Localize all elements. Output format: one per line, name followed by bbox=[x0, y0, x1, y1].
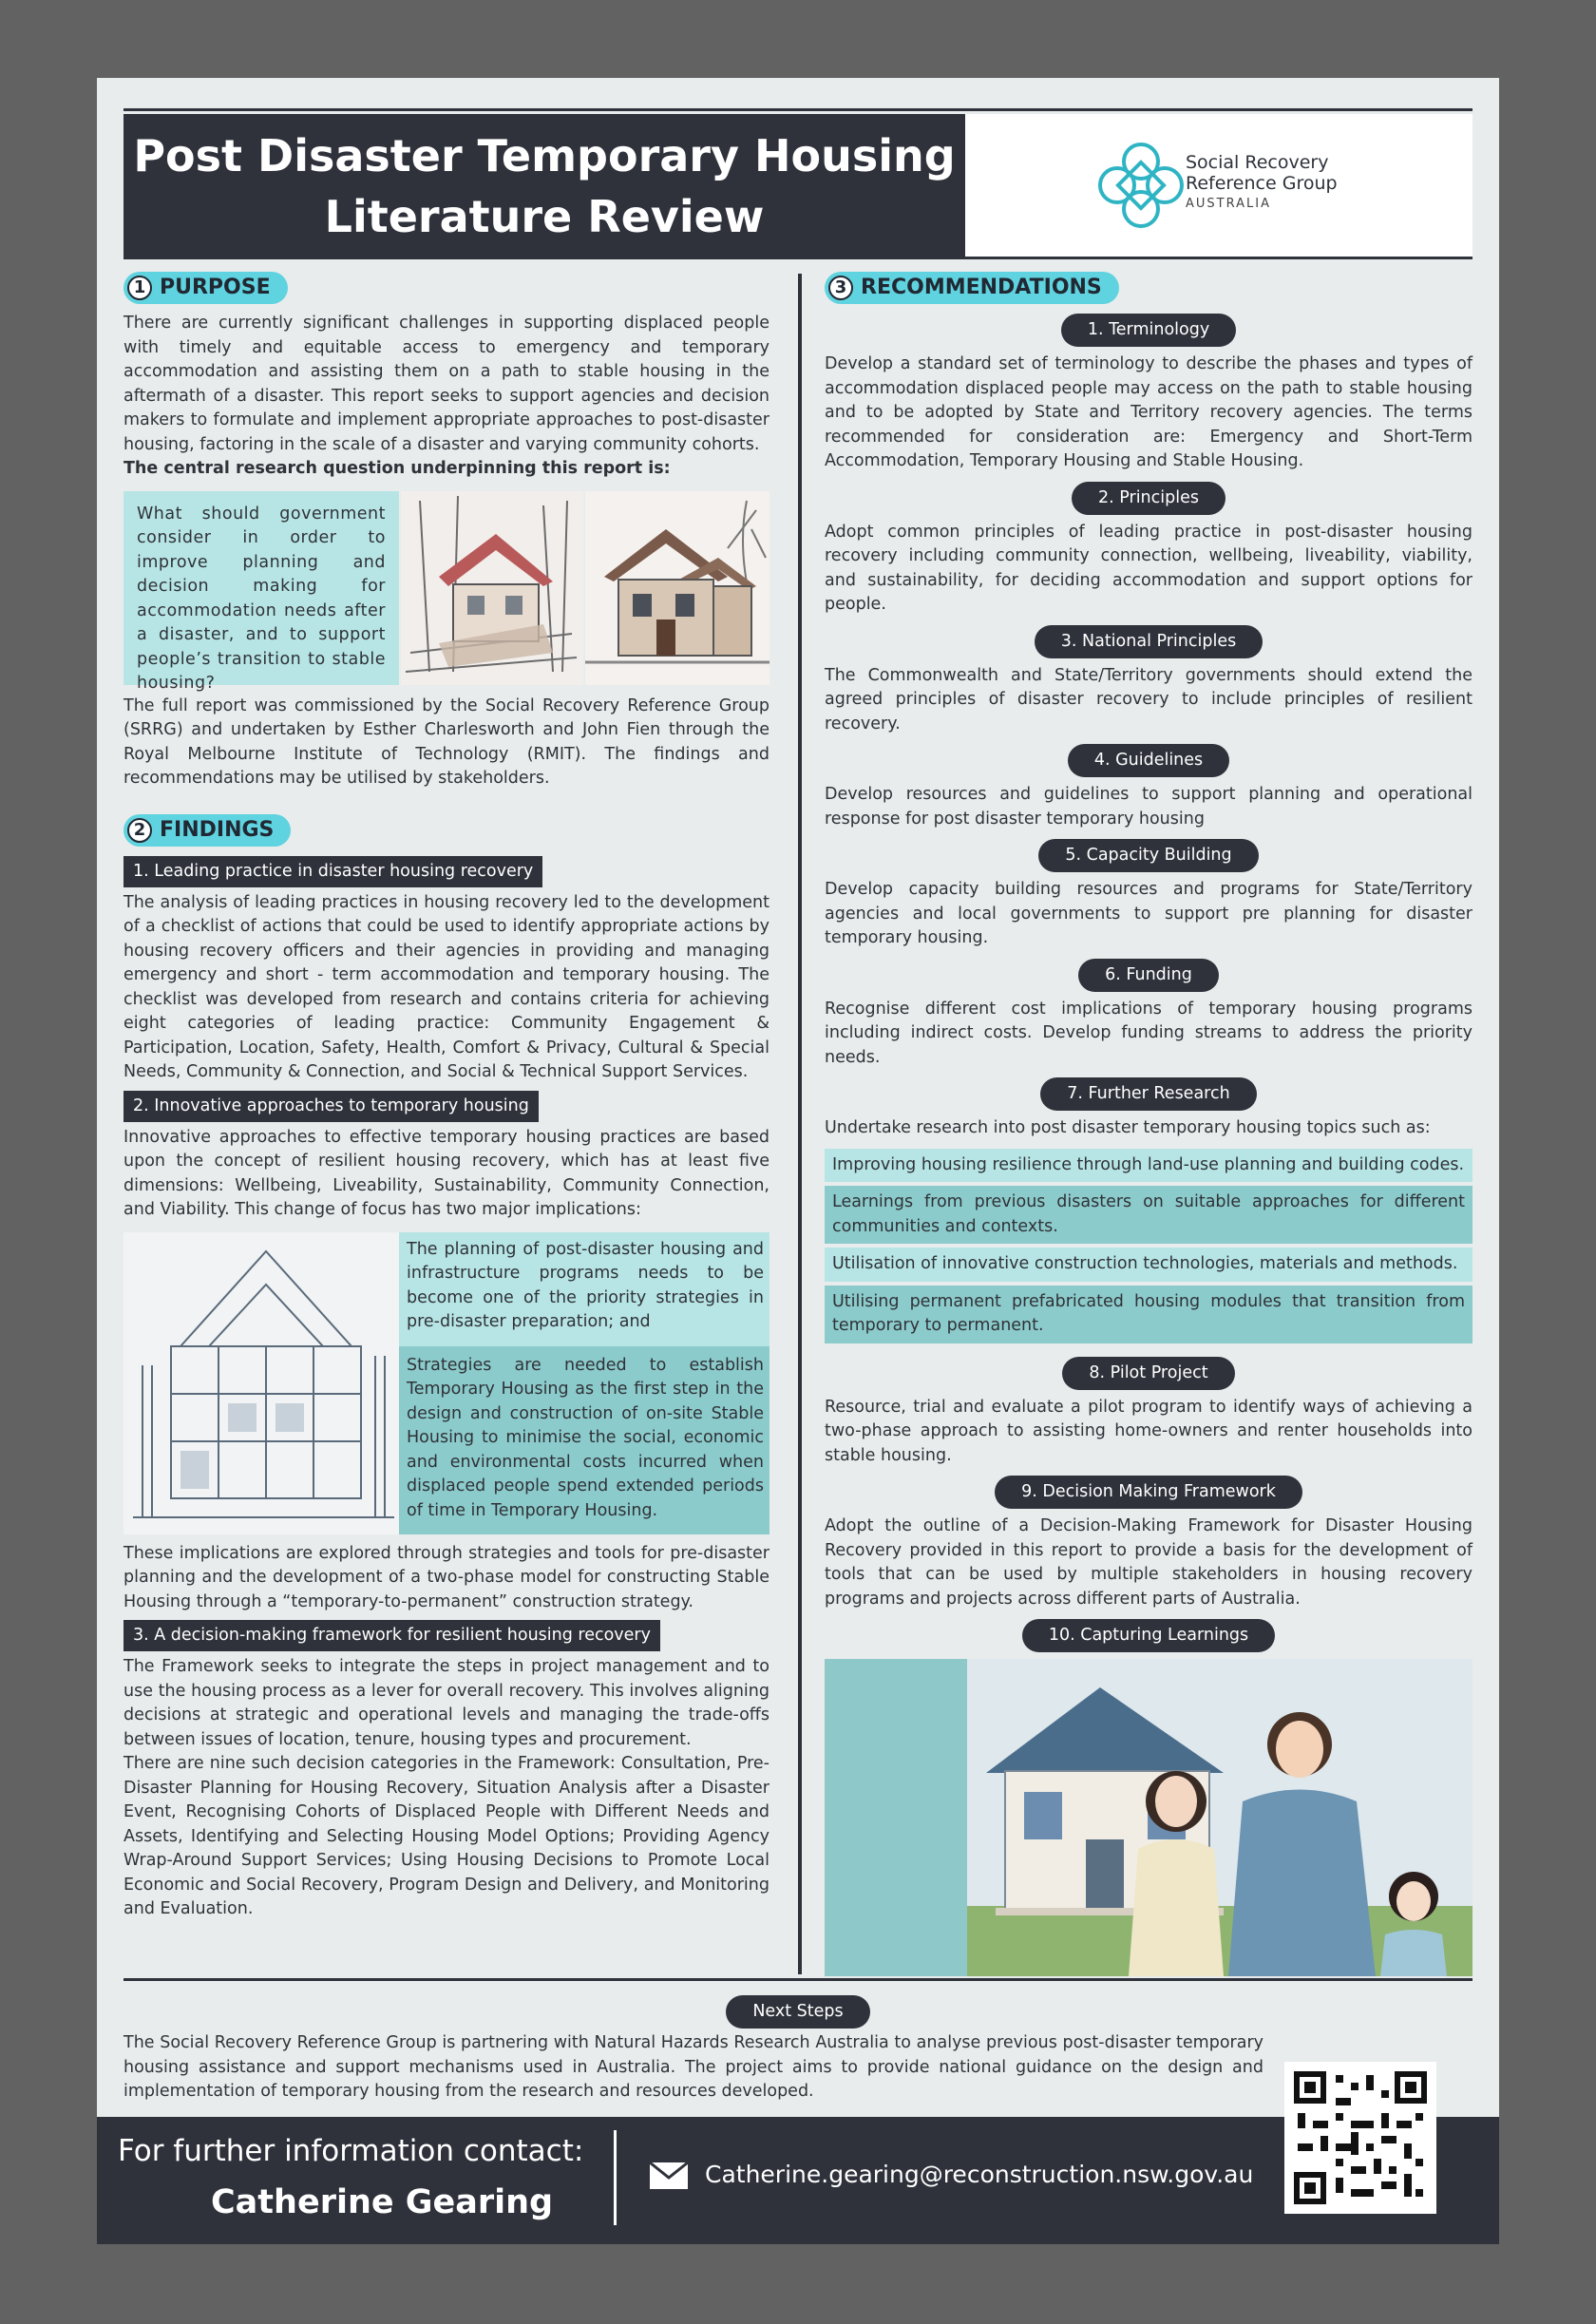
contact-name: Catherine Gearing bbox=[211, 2183, 554, 2221]
title-line-1: Post Disaster Temporary Housing bbox=[133, 130, 956, 181]
finding-2-text: Innovative approaches to effective temporary housing practices are based upon the concept of resilient housing recovery, which has at least five dimensions: Wellbeing, Liveability, Sustainability, Community Connection, and Viability. This change of focus has two major implications: bbox=[124, 1127, 770, 1219]
logo-line-3: AUSTRALIA bbox=[1186, 197, 1271, 211]
rec-9-text: Adopt the outline of a Decision-Making Framework for Disaster Housing Recovery provided in this report to provide a basis for the development of tools that can be used by multiple stakeholders in housing recovery programs and projects across different parts of Australia. bbox=[825, 1516, 1472, 1609]
finding-3-text: The Framework seeks to integrate the steps in project management and to use the housing process as a lever for overall recovery. This involves aligning decisions at strategic and operational levels and managing the trade-offs between issues of location, tenure, housing types and procurement. bbox=[124, 1657, 770, 1749]
header-rule-bottom bbox=[124, 257, 1472, 259]
rec-8-label: 8. Pilot Project bbox=[1062, 1357, 1234, 1390]
next-steps-rule bbox=[124, 1978, 1472, 1981]
finding-2-summary: These implications are explored through strategies and tools for pre-disaster planning and the development of a two-phase model for constructing Stable Housing through a “temporary-to-permanent” construction strategy. bbox=[124, 1543, 770, 1611]
rec-4-text: Develop resources and guidelines to support planning and operational response for post disaster temporary housing bbox=[825, 785, 1472, 829]
rec-2-label: 2. Principles bbox=[1072, 482, 1226, 515]
implication-1: The planning of post-disaster housing and infrastructure programs needs to be become one of the priority strategies in pre-disaster preparation; and bbox=[399, 1232, 770, 1346]
recommendations-heading bbox=[825, 272, 1119, 304]
logo-line-1: Social Recovery bbox=[1186, 152, 1329, 173]
header-rule bbox=[124, 108, 1472, 111]
research-question-block bbox=[124, 491, 770, 693]
research-topic: Utilising permanent prefabricated housing modules that transition from temporary to permanent. bbox=[825, 1286, 1472, 1343]
restored-house-illustration bbox=[585, 491, 770, 685]
research-question: What should government consider in order to improve planning and decision making for accommodation needs after a disaster, and to support people’s transition to stable housing? bbox=[124, 491, 399, 685]
srrg-logo bbox=[965, 114, 1472, 257]
next-steps-text: The Social Recovery Reference Group is partnering with Natural Hazards Research Australia to analyse previous post-disaster temporary housing assistance and support mechanisms used in Australia. The project aims to provide national guidance on the design and implementation of temporary housing from the research and resources developed. bbox=[124, 2033, 1264, 2101]
rec-6-label: 6. Funding bbox=[1078, 959, 1219, 992]
rec-3-label: 3. National Principles bbox=[1035, 625, 1263, 658]
qr-code[interactable] bbox=[1284, 2062, 1436, 2214]
finding-1-text: The analysis of leading practices in housing recovery led to the development of a checklist of actions that could be used to identify appropriate actions by housing recovery officers and their agencies in providing and managing emergency and short - term accommodation and temporary housing. The checklist was developed from research and contains criteria for achieving eight categories of leading practice: Community Engagement & Participation, Location, Safety, Health, Comfort & Privacy, Cultural & Special Needs, Community & Connection, and Social & Technical Support Services. bbox=[124, 892, 770, 1081]
finding-2-label: 2. Innovative approaches to temporary housing bbox=[124, 1091, 539, 1122]
rec-7-text: Undertake research into post disaster temporary housing topics such as: bbox=[825, 1118, 1431, 1137]
rec-5-text: Develop capacity building resources and programs for State/Territory agencies and local governments to support pre planning for disaster temporary housing. bbox=[825, 880, 1472, 947]
next-steps-label: Next Steps bbox=[726, 1995, 869, 2029]
footer-divider bbox=[614, 2130, 617, 2225]
research-question-label: The central research question underpinning this report is: bbox=[124, 459, 671, 478]
finding-3-categories: There are nine such decision categories in the Framework: Consultation, Pre-Disaster Planning for Housing Recovery, Situation Analysis after a Disaster Event, Recognising Cohorts of Displaced People with Different Needs and Assets, Identifying and Selecting Housing Model Options; Providing Agency Wrap-Around Support Services; Using Housing Decisions to Promote Local Economic and Social Recovery, Program Design and Delivery, and Monitoring and Evaluation. bbox=[124, 1754, 770, 1918]
contact-label: For further information contact: bbox=[118, 2134, 584, 2168]
family-house-illustration bbox=[967, 1659, 1472, 1976]
recommendations-number: 3 bbox=[828, 276, 853, 300]
findings-heading bbox=[124, 814, 291, 847]
logo-wordmark bbox=[1186, 152, 1338, 215]
rec-5-label: 5. Capacity Building bbox=[1038, 839, 1258, 872]
rec-1-text: Develop a standard set of terminology to describe the phases and types of accommodation displaced people may access on the path to stable housing and to be adopted by State and Territory recovery agencies. The terms recommended for consideration are: Emergency and Short-Term Accommodation, Temporary Housing and Stable Housing. bbox=[825, 354, 1472, 470]
logo-line-2: Reference Group bbox=[1186, 173, 1338, 194]
poster bbox=[97, 78, 1499, 2244]
rec-7-label: 7. Further Research bbox=[1040, 1077, 1256, 1111]
family-illustration bbox=[825, 1659, 1472, 1976]
commission-paragraph: The full report was commissioned by the Social Recovery Reference Group (SRRG) and undertaken by Esther Charlesworth and John Fien through the Royal Melbourne Institute of Technology (RMIT). The findings and recommendations may be utilised by stakeholders. bbox=[124, 695, 770, 788]
rec-6-text: Recognise different cost implications of temporary housing programs including indirect costs. Develop funding streams to address the priority needs. bbox=[825, 999, 1472, 1067]
damaged-house-illustration bbox=[401, 491, 583, 685]
rec-1-label: 1. Terminology bbox=[1061, 314, 1236, 347]
recommendations-heading-label: RECOMMENDATIONS bbox=[861, 276, 1102, 300]
rec-10-label: 10. Capturing Learnings bbox=[1022, 1619, 1275, 1652]
rec-4-label: 4. Guidelines bbox=[1068, 744, 1229, 777]
research-topics-list bbox=[825, 1149, 1472, 1343]
column-divider bbox=[798, 274, 802, 1974]
finding-3-label: 3. A decision-making framework for resilient housing recovery bbox=[124, 1620, 660, 1651]
rec-3-text: The Commonwealth and State/Territory governments should extend the agreed principles of disaster recovery to include principles of resilient recovery. bbox=[825, 665, 1472, 733]
implications-list bbox=[399, 1232, 770, 1534]
construction-sketch-illustration bbox=[124, 1232, 399, 1534]
qr-code-icon bbox=[1294, 2071, 1427, 2204]
right-column bbox=[825, 272, 1472, 1706]
left-column bbox=[124, 272, 770, 1922]
research-topic: Improving housing resilience through land-use planning and building codes. bbox=[825, 1149, 1472, 1183]
srrg-emblem-icon bbox=[1089, 133, 1193, 238]
findings-number: 2 bbox=[127, 818, 152, 843]
title-line-2: Literature Review bbox=[324, 191, 765, 242]
findings-heading-label: FINDINGS bbox=[160, 817, 275, 842]
purpose-heading bbox=[124, 272, 288, 304]
research-topic: Utilisation of innovative construction technologies, materials and methods. bbox=[825, 1248, 1472, 1282]
implications-block bbox=[124, 1232, 770, 1534]
poster-title bbox=[124, 114, 965, 257]
purpose-number: 1 bbox=[127, 276, 152, 300]
contact-email-link[interactable]: Catherine.gearing@reconstruction.nsw.gov.au bbox=[705, 2161, 1254, 2188]
rec-9-label: 9. Decision Making Framework bbox=[995, 1476, 1302, 1509]
research-topic: Learnings from previous disasters on suitable approaches for different communities and contexts. bbox=[825, 1186, 1472, 1244]
purpose-paragraph: There are currently significant challenges in supporting displaced people with timely and equitable access to emergency and temporary accommodation and assisting them on a path to stable housing in the aftermath of a disaster. This report seeks to support agencies and decision makers to formulate and implement appropriate approaches to post-disaster housing, factoring in the scale of a disaster and varying community cohorts. bbox=[124, 314, 770, 454]
implication-2: Strategies are needed to establish Temporary Housing as the first step in the design and construction of on-site Stable Housing to minimise the social, economic and environmental costs incurred when displaced people spend extended periods of time in Temporary Housing. bbox=[399, 1346, 770, 1534]
purpose-heading-label: PURPOSE bbox=[160, 276, 271, 300]
rec-2-text: Adopt common principles of leading practice in post-disaster housing recovery including community connection, wellbeing, liveability, viability, and sustainability, for deciding accommodation and support options for people. bbox=[825, 522, 1472, 614]
envelope-icon bbox=[648, 2161, 690, 2191]
next-steps-heading bbox=[97, 1995, 1499, 2029]
rec-8-text: Resource, trial and evaluate a pilot program to identify ways of achieving a two-phase approach to assisting home-owners and renter households into stable housing. bbox=[825, 1397, 1472, 1465]
finding-1-label: 1. Leading practice in disaster housing recovery bbox=[124, 856, 542, 887]
